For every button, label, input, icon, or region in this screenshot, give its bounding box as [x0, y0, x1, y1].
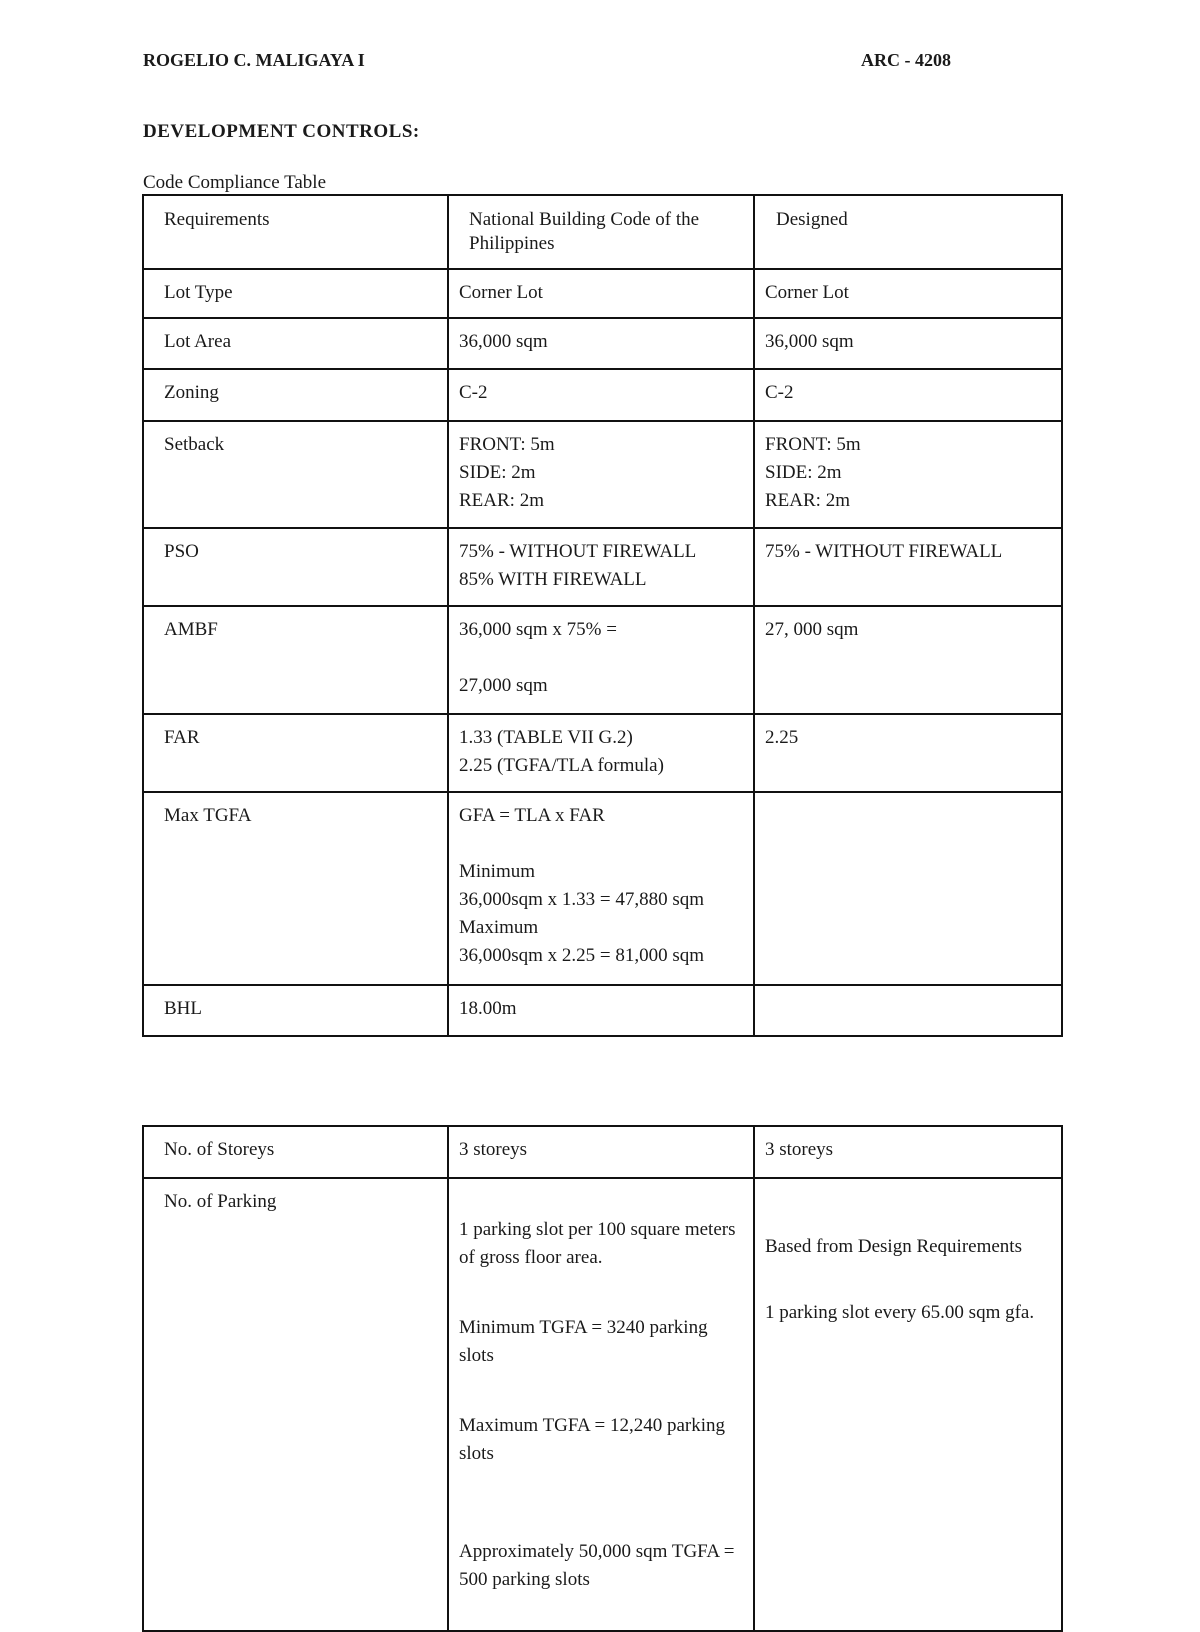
column-header-designed: Designed — [754, 195, 1062, 269]
code-value-cell: C-2 — [448, 369, 754, 421]
designed-value-cell: Corner Lot — [754, 269, 1062, 318]
requirement-cell: Max TGFA — [143, 792, 448, 985]
requirement-cell: FAR — [143, 714, 448, 792]
designed-value-cell: 36,000 sqm — [754, 318, 1062, 369]
designed-value-cell: C-2 — [754, 369, 1062, 421]
designed-value-cell: 75% - WITHOUT FIREWALL — [754, 528, 1062, 606]
table-row — [143, 269, 1062, 318]
parking-code-paragraph: Maximum TGFA = 12,240 parking slots — [459, 1415, 725, 1464]
table-row — [143, 1126, 1062, 1178]
designed-value-cell: 27, 000 sqm — [754, 606, 1062, 714]
parking-designed-paragraph: Based from Design Requirements — [765, 1236, 1022, 1257]
table-caption: Code Compliance Table — [143, 172, 326, 193]
requirement-cell: No. of Storeys — [143, 1126, 448, 1178]
table-row — [143, 421, 1062, 528]
table-row — [143, 606, 1062, 714]
requirement-cell: Lot Type — [143, 269, 448, 318]
requirement-cell: No. of Parking — [143, 1178, 448, 1631]
table-row — [143, 792, 1062, 985]
storeys-parking-table — [142, 1125, 1063, 1632]
code-value-cell: 75% - WITHOUT FIREWALL 85% WITH FIREWALL — [448, 528, 754, 606]
designed-value-cell: 3 storeys — [754, 1126, 1062, 1178]
column-header-requirements: Requirements — [143, 195, 448, 269]
designed-value-cell — [754, 985, 1062, 1036]
requirement-cell: Lot Area — [143, 318, 448, 369]
designed-value-cell: 2.25 — [754, 714, 1062, 792]
parking-code-cell — [448, 1178, 754, 1631]
code-value-cell: GFA = TLA x FAR Minimum 36,000sqm x 1.33 = 47,880 sqm Maximum 36,000sqm x 2.25 = 81,000 sqm — [448, 792, 754, 985]
table-header-row — [143, 195, 1062, 269]
designed-value-cell: FRONT: 5m SIDE: 2m REAR: 2m — [754, 421, 1062, 528]
parking-designed-cell — [754, 1178, 1062, 1631]
table-row — [143, 528, 1062, 606]
requirement-cell: BHL — [143, 985, 448, 1036]
code-value-cell: 3 storeys — [448, 1126, 754, 1178]
course-code: ARC - 4208 — [861, 50, 951, 70]
requirement-cell: AMBF — [143, 606, 448, 714]
requirement-cell: PSO — [143, 528, 448, 606]
code-value-cell: Corner Lot — [448, 269, 754, 318]
table-row — [143, 318, 1062, 369]
parking-code-paragraph: 1 parking slot per 100 square meters of gross floor area. — [459, 1219, 736, 1268]
table-row — [143, 369, 1062, 421]
requirement-cell: Setback — [143, 421, 448, 528]
parking-designed-paragraph: 1 parking slot every 65.00 sqm gfa. — [765, 1302, 1035, 1323]
section-title: DEVELOPMENT CONTROLS: — [143, 121, 420, 142]
code-compliance-table — [142, 194, 1063, 1037]
code-value-cell: 18.00m — [448, 985, 754, 1036]
code-value-cell: 1.33 (TABLE VII G.2) 2.25 (TGFA/TLA formula) — [448, 714, 754, 792]
parking-code-paragraph: Approximately 50,000 sqm TGFA = 500 parking slots — [459, 1541, 735, 1590]
table-row — [143, 985, 1062, 1036]
parking-row — [143, 1178, 1062, 1631]
code-value-cell: FRONT: 5m SIDE: 2m REAR: 2m — [448, 421, 754, 528]
designed-value-cell — [754, 792, 1062, 985]
requirement-cell: Zoning — [143, 369, 448, 421]
table-row — [143, 714, 1062, 792]
column-header-building-code: National Building Code of the Philippines — [448, 195, 754, 269]
author-name: ROGELIO C. MALIGAYA I — [143, 50, 365, 70]
parking-code-paragraph: Minimum TGFA = 3240 parking slots — [459, 1317, 708, 1366]
code-value-cell: 36,000 sqm — [448, 318, 754, 369]
code-value-cell: 36,000 sqm x 75% = 27,000 sqm — [448, 606, 754, 714]
